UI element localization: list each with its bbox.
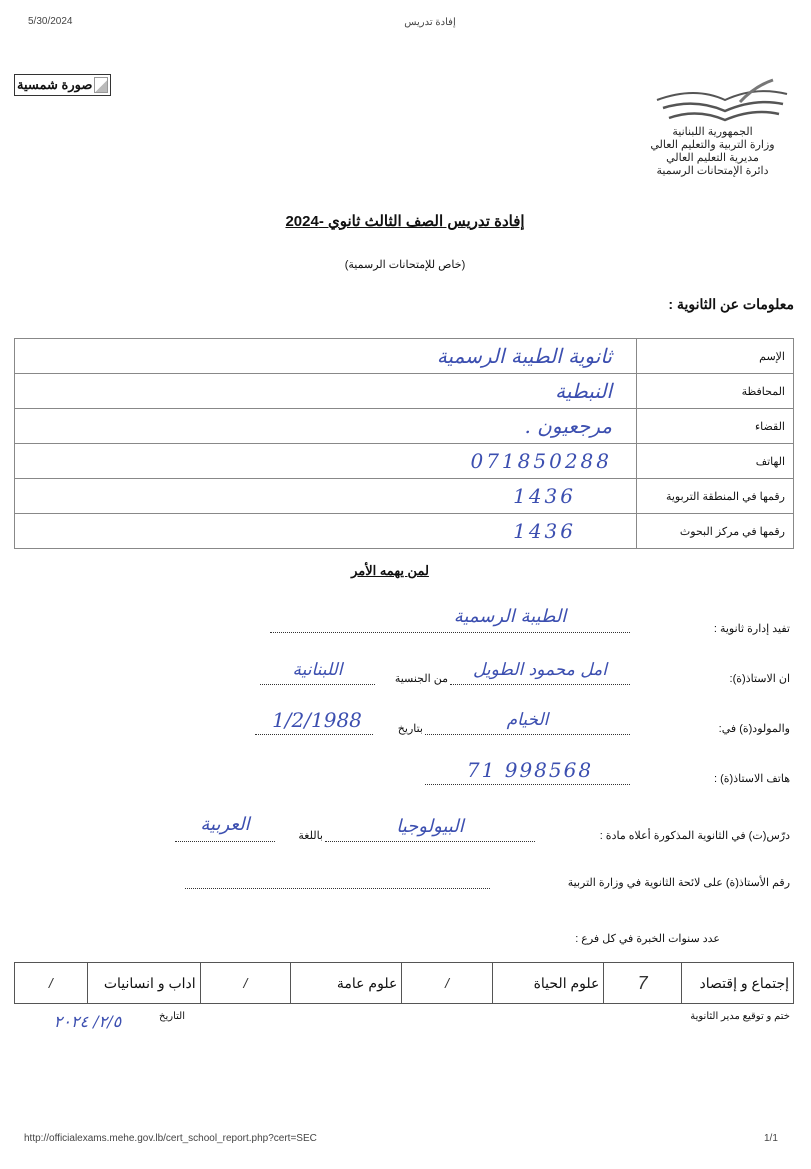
form-date-value: ٢/٥/ ٢٠٢٤	[53, 1012, 122, 1031]
table-row	[15, 409, 794, 444]
teacher-line	[450, 684, 630, 685]
nationality-value: اللبنانية	[292, 660, 343, 680]
print-page-number: 1/1	[764, 1133, 778, 1144]
registry-number-label: رقم الأستاذ(ة) على لائحة الثانوية في وزارة التربية	[567, 877, 790, 889]
phone-value: 071850288	[15, 444, 637, 479]
governorate-label: المحافظة	[637, 374, 794, 409]
language-value: العربية	[200, 814, 250, 835]
research-center-number-value: 1436	[15, 514, 637, 549]
page-title: إفادة تدريس الصف الثالث ثانوي -2024	[285, 213, 525, 230]
ministry-line: الجمهورية اللبنانية	[672, 126, 753, 138]
school-admin-line	[270, 632, 630, 633]
research-center-number-label: رقمها في مركز البحوث	[637, 514, 794, 549]
school-admin-value: الطيبة الرسمية	[453, 606, 567, 627]
born-line	[425, 734, 630, 735]
print-url: http://officialexams.mehe.gov.lb/cert_school_report.php?cert=SEC	[24, 1133, 317, 1144]
school-info-table	[14, 338, 794, 549]
date-of-birth-value: 1/2/1988	[272, 708, 362, 732]
phone-label: الهاتف	[637, 444, 794, 479]
print-page-title: إفادة تدريس	[404, 17, 456, 28]
ministry-line: دائرة الإمتحانات الرسمية	[656, 165, 769, 177]
birthplace-value: الخيام	[506, 710, 549, 730]
page-subtitle: (خاص للإمتحانات الرسمية)	[344, 259, 466, 271]
district-label: القضاء	[637, 409, 794, 444]
experience-branch-label: إجتماع و إقتصاد	[682, 963, 794, 1004]
form-date-label: التاريخ	[159, 1011, 185, 1022]
nationality-label: من الجنسية	[394, 673, 448, 685]
experience-years-value: /	[200, 963, 291, 1004]
table-row	[15, 479, 794, 514]
ministry-header	[630, 126, 795, 178]
table-row	[15, 444, 794, 479]
taught-subject-value: البيولوجيا	[396, 816, 464, 837]
school-name-label: الإسم	[637, 339, 794, 374]
school-name-value: ثانوية الطيبة الرسمية	[15, 339, 637, 374]
experience-years-value: 7	[604, 963, 682, 1004]
teacher-phone-label: هاتف الاستاذ(ة) :	[714, 773, 790, 785]
photo-placeholder-label: صورة شمسية	[17, 77, 93, 92]
language-label: باللغة	[298, 830, 323, 842]
experience-branch-label: علوم عامة	[291, 963, 402, 1004]
language-line	[175, 841, 275, 842]
governorate-value: النبطية	[15, 374, 637, 409]
taught-subject-label: درّس(ت) في الثانوية المذكورة أعلاه مادة :	[599, 830, 790, 842]
school-admin-label: تفيد إدارة ثانوية :	[713, 623, 790, 635]
ministry-line: وزارة التربية والتعليم العالي	[650, 139, 775, 151]
concern-heading: لمن يهمه الأمر	[351, 563, 429, 578]
school-info-heading: معلومات عن الثانوية :	[668, 296, 794, 312]
date-of-birth-line	[255, 734, 373, 735]
experience-table	[14, 962, 794, 1004]
experience-branch-label: اداب و انسانيات	[87, 963, 200, 1004]
experience-years-value: /	[402, 963, 493, 1004]
edu-region-number-label: رقمها في المنطقة التربوية	[637, 479, 794, 514]
born-label: والمولود(ة) في:	[718, 723, 790, 735]
district-value: مرجعيون .	[15, 409, 637, 444]
open-book-logo	[655, 78, 790, 126]
table-row	[15, 963, 794, 1004]
registry-number-line	[185, 888, 490, 889]
nationality-line	[260, 684, 375, 685]
table-row	[15, 374, 794, 409]
taught-subject-line	[325, 841, 535, 842]
teacher-phone-value: 71 998568	[466, 758, 594, 782]
teacher-phone-line	[425, 784, 630, 785]
experience-branch-label: علوم الحياة	[492, 963, 603, 1004]
ministry-line: مديرية التعليم العالي	[666, 152, 759, 164]
table-row	[15, 339, 794, 374]
print-date: 5/30/2024	[28, 16, 73, 27]
teacher-value: امل محمود الطويل	[472, 660, 607, 680]
teacher-label: ان الاستاذ(ة):	[729, 673, 790, 685]
edu-region-number-value: 1436	[15, 479, 637, 514]
experience-years-value: /	[15, 963, 88, 1004]
broken-image-icon	[94, 77, 108, 93]
date-of-birth-label: بتاريخ	[397, 723, 423, 735]
photo-placeholder	[14, 74, 111, 96]
table-row	[15, 514, 794, 549]
experience-label: عدد سنوات الخبرة في كل فرع :	[575, 933, 720, 945]
stamp-signature-label: ختم و توقيع مدير الثانوية	[690, 1011, 790, 1022]
